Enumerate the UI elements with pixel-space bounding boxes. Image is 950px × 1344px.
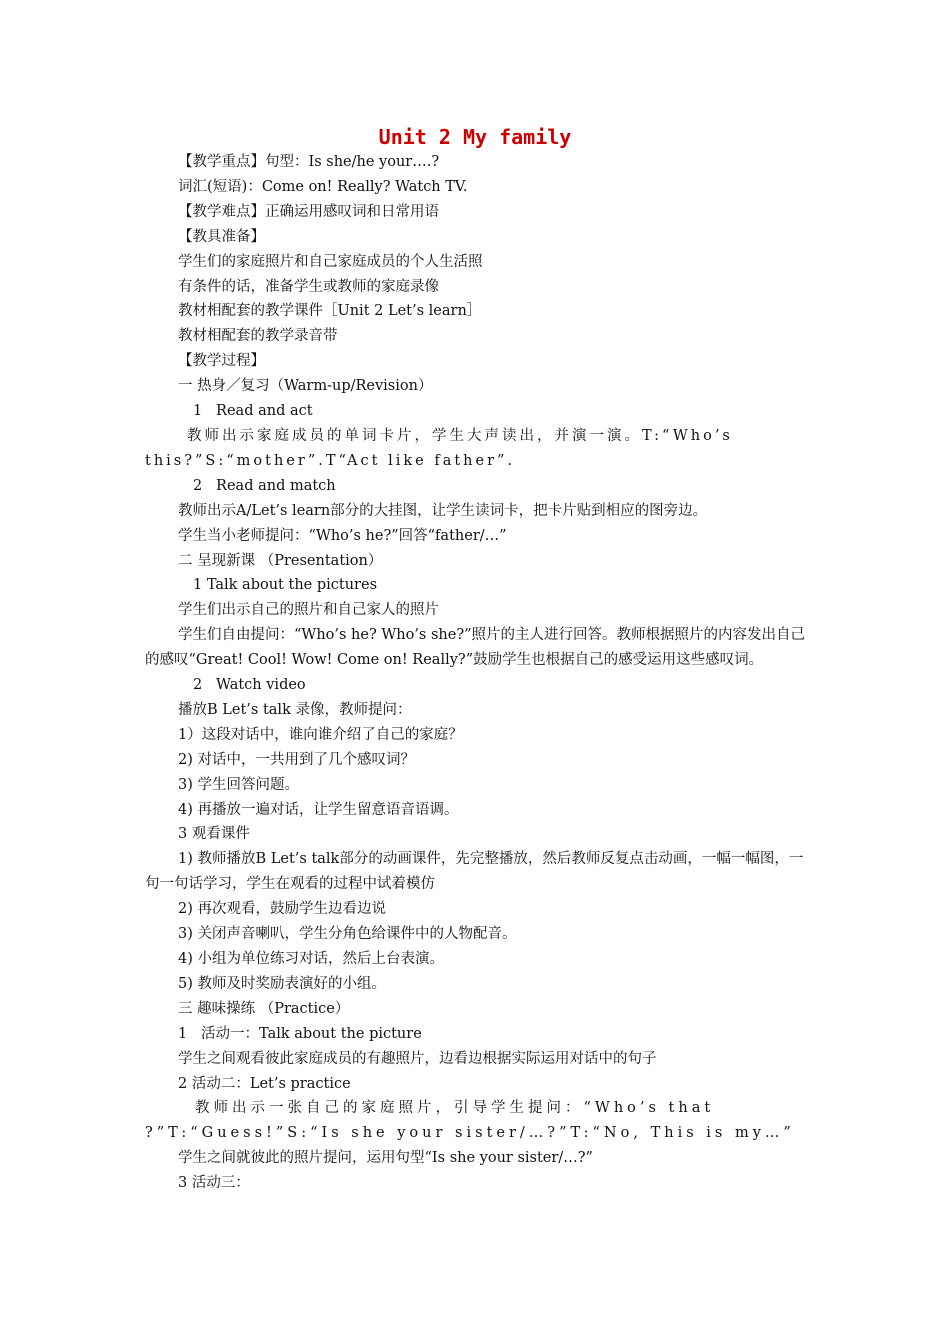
list-item: 4) 小组为单位练习对话，然后上台表演。 bbox=[178, 951, 444, 967]
paragraph: 【教具准备】 bbox=[178, 228, 265, 245]
subheading: 3 观看课件 bbox=[178, 826, 250, 843]
paragraph: 学生之间就彼此的照片提问，运用句型“Is she your sister/…?” bbox=[178, 1150, 593, 1167]
section-heading: 【教学过程】 bbox=[178, 353, 265, 370]
list-item: 3) 关闭声音喇叭，学生分角色给课件中的人物配音。 bbox=[178, 926, 517, 943]
subheading: 1 Read and act bbox=[193, 403, 313, 420]
subheading: 2 Read and match bbox=[193, 477, 336, 494]
document-title: Unit 2 My family bbox=[378, 125, 572, 149]
paragraph: 学生们的家庭照片和自己家庭成员的个人生活照 bbox=[178, 253, 483, 270]
paragraph: 学生之间观看彼此家庭成员的有趣照片，边看边根据实际运用对话中的句子 bbox=[178, 1050, 657, 1067]
list-item: 2) 对话中，一共用到了几个感叹词？ bbox=[178, 751, 415, 768]
paragraph: 学生当小老师提问：“Who’s he?”回答“father/…” bbox=[178, 527, 507, 544]
list-item: 4) 再播放一遍对话，让学生留意语音语调。 bbox=[178, 801, 459, 818]
paragraph: 学生们自由提问：“Who’s he? Who’s she?”照片的主人进行回答。教师根据照片的内容发出自己的感叹“Great! Cool! Wow! Come on! Really?”鼓励学生也根据自己的感受运用这些感叹词。 bbox=[145, 627, 806, 669]
list-item: 5) 教师及时奖励表演好的小组。 bbox=[178, 975, 386, 992]
list-item: 1）这段对话中，谁向谁介绍了自己的家庭？ bbox=[178, 726, 463, 743]
section-heading: 二 呈现新课 （Presentation） bbox=[178, 552, 383, 569]
list-item: 3) 学生回答问题。 bbox=[178, 776, 299, 793]
paragraph: 有条件的话，准备学生或教师的家庭录像 bbox=[178, 278, 439, 295]
paragraph: 教材相配套的教学课件［Unit 2 Let’s learn］ bbox=[178, 303, 482, 320]
section-heading: 三 趣味操练 （Practice） bbox=[178, 1000, 350, 1017]
paragraph: 教师出示A/Let’s learn部分的大挂图，让学生读词卡，把卡片贴到相应的图旁边。 bbox=[178, 502, 708, 519]
subheading: 2 Watch video bbox=[193, 677, 306, 694]
paragraph: 【教学难点】正确运用感叹词和日常用语 bbox=[178, 203, 439, 220]
paragraph: 词汇(短语)：Come on! Really? Watch TV. bbox=[178, 178, 468, 195]
subheading: 1 活动一：Talk about the picture bbox=[178, 1025, 422, 1042]
subheading: 1 Talk about the pictures bbox=[193, 577, 378, 594]
paragraph: 播放B Let’s talk 录像，教师提问： bbox=[178, 701, 412, 718]
list-item: 1) 教师播放B Let’s talk部分的动画课件，先完整播放，然后教师反复点击动画，一幅一幅图，一句一句话学习，学生在观看的过程中试着模仿 bbox=[145, 851, 804, 893]
list-item: 2) 再次观看，鼓励学生边看边说 bbox=[178, 901, 386, 918]
paragraph: 教师出示家庭成员的单词卡片，学生大声读出，并演一演。T:“Who’s this?”S:“mother”.T“Act like father”. bbox=[145, 427, 741, 469]
subheading: 3 活动三： bbox=[178, 1175, 250, 1192]
section-heading: 一 热身／复习（Warm-up/Revision） bbox=[178, 378, 433, 395]
paragraph: 学生们出示自己的照片和自己家人的照片 bbox=[178, 602, 439, 619]
paragraph: 【教学重点】句型：Is she/he your….? bbox=[178, 154, 440, 170]
document-body bbox=[145, 150, 810, 1196]
paragraph: 教师出示一张自己的家庭照片，引导学生提问：“Who’s that ?”T:“Guess!”S:“Is she your sister/…?”T:“No, This is my…” bbox=[145, 1100, 795, 1142]
subheading: 2 活动二：Let’s practice bbox=[178, 1075, 351, 1092]
paragraph: 教材相配套的教学录音带 bbox=[178, 328, 338, 345]
